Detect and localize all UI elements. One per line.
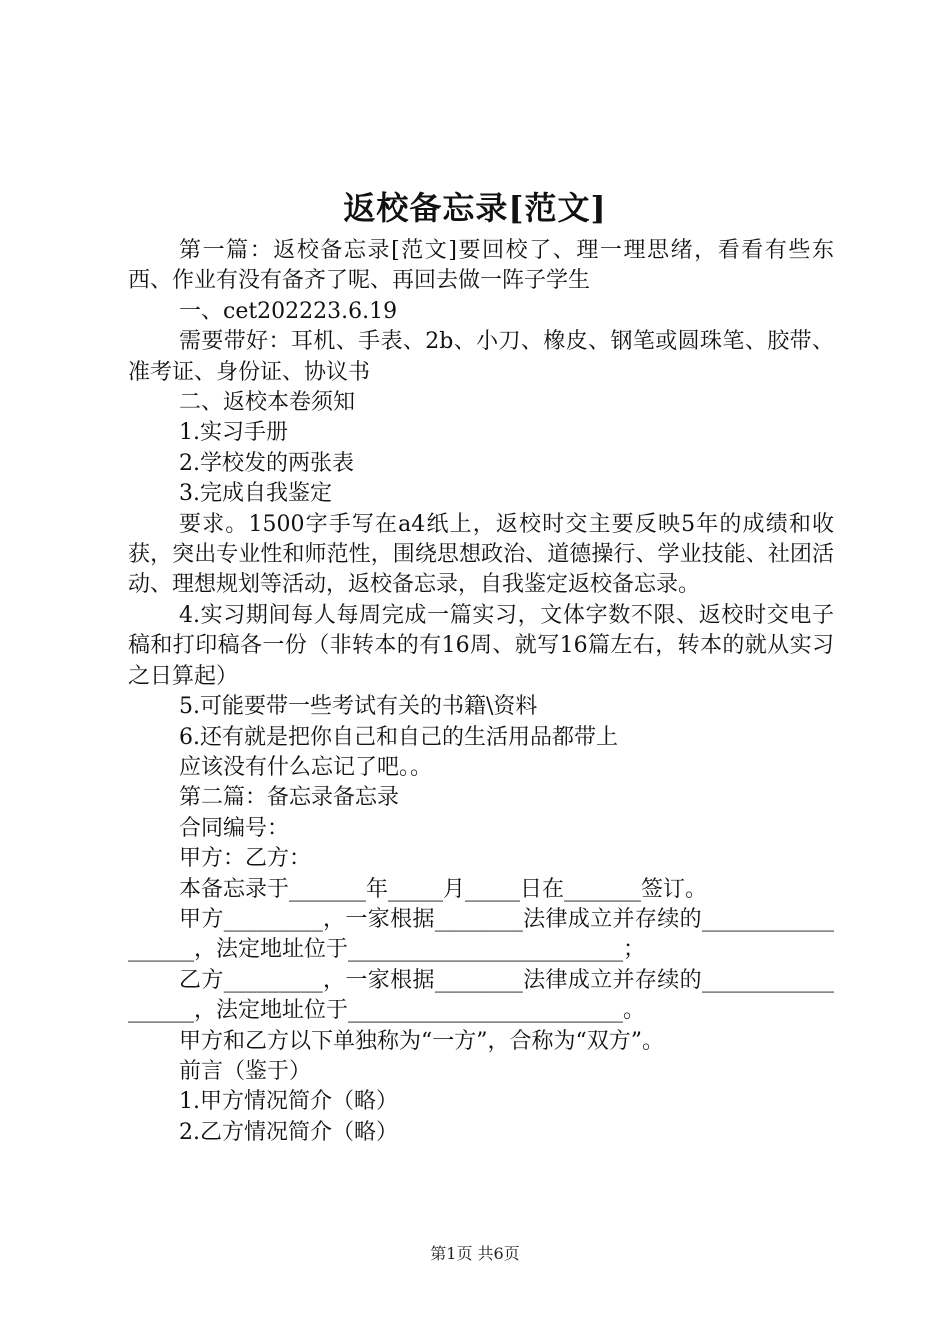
- paragraph-party-a: 甲方_________，一家根据________法律成立并存续的__________________，法定地址位于_________________________；: [128, 906, 834, 963]
- list-item-party-b-intro: 2.乙方情况简介（略）: [179, 1119, 398, 1145]
- document-title: 返校备忘录[范文]: [343, 189, 607, 227]
- list-item-party-a-intro: 1.甲方情况简介（略）: [179, 1089, 398, 1115]
- list-item-exam-books: 5.可能要带一些考试有关的书籍\资料: [179, 694, 538, 720]
- document-body: [128, 236, 834, 1148]
- paragraph-parties-definition: 甲方和乙方以下单独称为“一方”，合称为“双方”。: [179, 1028, 664, 1054]
- paragraph-preamble: 前言（鉴于）: [179, 1058, 312, 1084]
- list-item-internship-manual: 1.实习手册: [179, 420, 288, 446]
- paragraph-second-article-heading: 第二篇：备忘录备忘录: [179, 785, 400, 811]
- paragraph-contract-number: 合同编号：: [179, 815, 290, 841]
- list-item-self-assessment: 3.完成自我鉴定: [179, 481, 332, 507]
- paragraph-closing-remark: 应该没有什么忘记了吧。。: [179, 754, 433, 780]
- paragraph-section-two-heading: 二、返校本卷须知: [179, 390, 356, 416]
- paragraph-intro: 第一篇：返校备忘录[范文]要回校了、理一理思绪，看看有些东西、作业有没有备齐了呢、再回去做一阵子学生: [128, 238, 834, 294]
- list-item-weekly-report: 4.实习期间每人每周完成一篇实习，文体字数不限、返校时交电子稿和打印稿各一份（非转本的有16周、就写16篇左右，转本的就从实习之日算起）: [128, 602, 834, 689]
- list-item-school-forms: 2.学校发的两张表: [179, 450, 354, 476]
- paragraph-signing-date: 本备忘录于_______年_____月_____日在_______签订。: [179, 876, 708, 902]
- list-item-personal-items: 6.还有就是把你自己和自己的生活用品都带上: [179, 724, 618, 750]
- paragraph-requirements: 要求。1500字手写在a4纸上，返校时交主要反映5年的成绩和收获，突出专业性和师范性，围绕思想政治、道德操行、学业技能、社团活动、理想规划等活动，返校备忘录，自我鉴定返校备忘录。: [128, 511, 834, 598]
- paragraph-party-b: 乙方_________，一家根据________法律成立并存续的__________________，法定地址位于_________________________。: [128, 967, 834, 1024]
- page-footer: 第1页 共6页: [430, 1244, 520, 1263]
- paragraph-cet-date: 一、cet202223.6.19: [179, 298, 398, 324]
- paragraph-items-to-bring: 需要带好：耳机、手表、2b、小刀、橡皮、钢笔或圆珠笔、胶带、准考证、身份证、协议书: [128, 329, 834, 385]
- paragraph-parties: 甲方：乙方：: [179, 846, 312, 872]
